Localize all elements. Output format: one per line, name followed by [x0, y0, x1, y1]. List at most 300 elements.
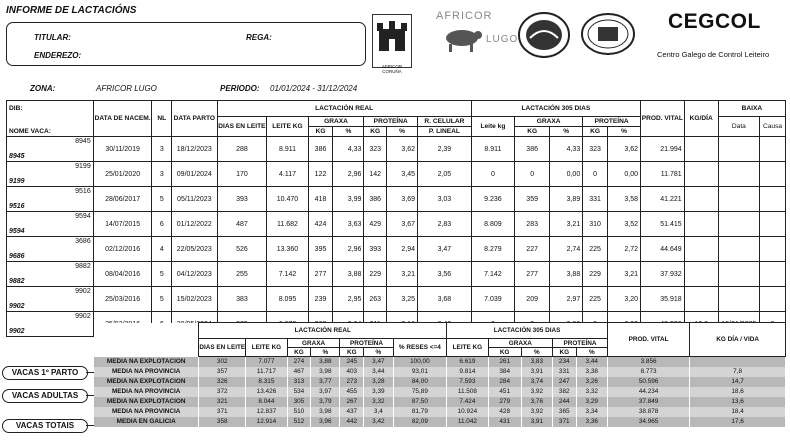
cell-g305kg: 277 [515, 262, 550, 287]
summary-cell-gpct: 3,98 [311, 367, 340, 377]
cell-gkg: 122 [308, 162, 333, 187]
summary-cell-p305pct: 3,38 [576, 367, 607, 377]
summary-rows [94, 357, 786, 427]
summary-cell-gpct: 3,79 [311, 397, 340, 407]
cell-g305pct: 3,88 [550, 262, 583, 287]
cell-pkg: 263 [364, 287, 387, 312]
protein-kg-header: KG [364, 127, 387, 137]
cell-nl: 6 [152, 212, 172, 237]
cell-pkg: 386 [364, 187, 387, 212]
rega-label: REGA: [246, 33, 272, 42]
cell-parto: 01/12/2022 [172, 212, 217, 237]
summary-305-header: LACTACIÓN 305 DIAS [447, 323, 608, 339]
summary-cell-kgdia: 14,7 [690, 377, 786, 387]
summary-cell-vital: 44.234 [608, 387, 690, 397]
cow-id-cell [7, 287, 94, 312]
cell-bcausa [760, 237, 786, 262]
cell-count-header: R. CELULAR [418, 117, 472, 127]
africor-lugo-logo [436, 10, 519, 66]
cell-bcausa [760, 262, 786, 287]
cell-vital: 44.649 [641, 237, 685, 262]
summary-cell-leite: 8.044 [246, 397, 288, 407]
cell-leite: 10.470 [267, 187, 308, 212]
report-title: INFORME DE LACTACIÓNS [6, 5, 137, 16]
cow-id-cell [7, 187, 94, 212]
cell-p305pct: 0,00 [607, 162, 640, 187]
summary-cell-gkg: 313 [287, 377, 310, 387]
cell-leite: 13.360 [267, 237, 308, 262]
calving-date-header: DATA PARTO [172, 101, 217, 137]
summary-row [94, 387, 786, 397]
summary-row [94, 377, 786, 387]
cell-ppct: 3,62 [387, 137, 418, 162]
milk-kg-305-header: Leite kg [471, 117, 514, 137]
summary-cell-gkg: 510 [287, 407, 310, 417]
africor-pontevedra-logo [516, 10, 572, 60]
cell-kgdia [684, 212, 718, 237]
cell-nacem: 08/04/2016 [93, 262, 152, 287]
cell-nl: 5 [152, 287, 172, 312]
lactation-305-header: LACTACIÓN 305 DIAS [471, 101, 640, 117]
cell-l305: 8.279 [471, 237, 514, 262]
cell-kgdia [684, 162, 718, 187]
summary-cell-gpct: 3,77 [311, 377, 340, 387]
cell-ppct: 3,21 [387, 262, 418, 287]
cell-nacem: 28/06/2017 [93, 187, 152, 212]
summary-row [94, 357, 786, 367]
cell-rcel: 2,83 [418, 212, 472, 237]
summary-row [94, 367, 786, 377]
summary-cell-dias: 302 [199, 357, 246, 367]
cell-gkg: 418 [308, 187, 333, 212]
cell-g305kg: 227 [515, 237, 550, 262]
periodo-label: PERIODO: [220, 84, 260, 93]
summary-fat-header: GRAXA [287, 339, 340, 348]
summary-protein305-header: PROTEÍNA [552, 339, 607, 348]
dib-value: 9882 [75, 263, 91, 270]
summary-cell-l305: 10.924 [447, 407, 489, 417]
summary-cell-g305kg: 384 [488, 367, 521, 377]
summary-cell-g305kg: 451 [488, 387, 521, 397]
fat-305-header: GRAXA [515, 117, 583, 127]
periodo-value: 01/01/2024 - 31/12/2024 [270, 84, 358, 93]
cell-bdata [718, 137, 759, 162]
cow-id-cell [7, 212, 94, 237]
cell-vital: 51.415 [641, 212, 685, 237]
cow-row [7, 187, 786, 212]
summary-cell-p305pct: 3,32 [576, 387, 607, 397]
cell-rcel: 3,03 [418, 187, 472, 212]
cell-nacem: 30/11/2019 [93, 137, 152, 162]
cow-name-value: 9882 [9, 278, 25, 285]
cell-pkg: 323 [364, 137, 387, 162]
cow-name-value: 9902 [9, 303, 25, 310]
cell-bdata [718, 162, 759, 187]
summary-days-header: DIAS EN LEITE [199, 339, 246, 357]
cell-rcel: 3,47 [418, 237, 472, 262]
cell-bcausa [760, 187, 786, 212]
cell-parto: 22/05/2023 [172, 237, 217, 262]
summary-cell-l305: 11.508 [447, 387, 489, 397]
summary-row [94, 407, 786, 417]
summary-cell-reses: 100,00 [393, 357, 447, 367]
summary-cell-leite: 7.077 [246, 357, 288, 367]
group-connector [86, 395, 94, 396]
cow-name-value: 9516 [9, 203, 25, 210]
summary-cell-kgdia: 17,6 [690, 417, 786, 427]
summary-cell-pkg: 245 [340, 357, 364, 367]
cow-name-value: 9686 [9, 253, 25, 260]
summary-protein-header: PROTEÍNA [340, 339, 393, 348]
summary-fat-pct-header: % [311, 348, 340, 357]
cell-parto: 04/12/2023 [172, 262, 217, 287]
summary-cell-vital: 50.596 [608, 377, 690, 387]
org-subtitle: Centro Galego de Control Leiteiro [657, 50, 770, 59]
milk-kg-header: LEITE KG [267, 117, 308, 137]
africor-lugo-text-1: AFRICOR [436, 10, 493, 22]
cow-name-value: 9594 [9, 228, 25, 235]
group-connector [86, 425, 94, 426]
summary-cell-l305: 11.042 [447, 417, 489, 427]
cell-g305kg: 0 [515, 162, 550, 187]
summary-cell-p305pct: 3,36 [576, 417, 607, 427]
cow-id-cell [7, 162, 94, 187]
dib-value: 8945 [75, 138, 91, 145]
fat-pct-header: % [333, 127, 364, 137]
summary-cell-g305kg: 279 [488, 397, 521, 407]
summary-cell-g305kg: 431 [488, 417, 521, 427]
africor-coruna-logo [372, 14, 412, 74]
summary-cell-g305kg: 284 [488, 377, 521, 387]
summary-reses-header: % RESES <=4 [393, 339, 447, 357]
summary-cell-gpct: 3,98 [311, 407, 340, 417]
summary-cell-vital: 38.878 [608, 407, 690, 417]
summary-row-label: MEDIA NA EXPLOTACION [94, 377, 199, 387]
summary-cell-pkg: 455 [340, 387, 364, 397]
cell-leite: 8.095 [267, 287, 308, 312]
lactation-table [6, 100, 786, 337]
cell-p305pct: 3,52 [607, 212, 640, 237]
summary-cell-gkg: 305 [287, 397, 310, 407]
summary-cell-leite: 13.426 [246, 387, 288, 397]
fat-kg-header: KG [308, 127, 333, 137]
cell-gpct: 2,95 [333, 287, 364, 312]
cell-dias: 170 [217, 162, 267, 187]
cell-bcausa [760, 212, 786, 237]
cow-name-value: 9199 [9, 178, 25, 185]
cell-l305: 7.039 [471, 287, 514, 312]
summary-cell-g305pct: 3,91 [521, 367, 552, 377]
summary-cell-l305: 7.593 [447, 377, 489, 387]
cell-parto: 18/12/2023 [172, 137, 217, 162]
summary-cell-dias: 372 [199, 387, 246, 397]
summary-cell-reses: 87,50 [393, 397, 447, 407]
summary-milk305-header: LEITE KG [447, 339, 489, 357]
cell-p305kg: 229 [583, 262, 608, 287]
summary-protein305-kg-header: KG [552, 348, 576, 357]
cell-g305pct: 0,00 [550, 162, 583, 187]
cell-bcausa [760, 137, 786, 162]
summary-cell-gkg: 467 [287, 367, 310, 377]
summary-cell-kgdia [690, 357, 786, 367]
africor-lugo-text-2: LUGO [486, 34, 519, 45]
cell-p305pct: 3,58 [607, 187, 640, 212]
cell-vital: 11.781 [641, 162, 685, 187]
cell-kgdia [684, 262, 718, 287]
summary-cell-ppct: 3,42 [364, 417, 394, 427]
cell-bdata [718, 262, 759, 287]
cow-row [7, 237, 786, 262]
africor-coruna-text: AFRICOR CORUÑA [381, 64, 403, 74]
cell-nacem: 02/12/2016 [93, 237, 152, 262]
summary-table [94, 322, 786, 427]
dib-value: 9199 [75, 163, 91, 170]
cell-nl: 5 [152, 262, 172, 287]
summary-milk-header: LEITE KG [246, 339, 288, 357]
protein-305-kg-header: KG [583, 127, 608, 137]
summary-cell-vital: 3.856 [608, 357, 690, 367]
fat-305-kg-header: KG [515, 127, 550, 137]
cell-bcausa [760, 162, 786, 187]
dib-value: 9902 [75, 313, 91, 320]
summary-cell-gkg: 534 [287, 387, 310, 397]
summary-cell-kgdia: 7,8 [690, 367, 786, 377]
summary-cell-dias: 358 [199, 417, 246, 427]
group-total-cows: VACAS TOTAIS [2, 419, 88, 433]
cell-bdata [718, 237, 759, 262]
cow-id-cell [7, 137, 94, 162]
summary-cell-leite: 8.315 [246, 377, 288, 387]
cell-pkg: 142 [364, 162, 387, 187]
summary-cell-pkg: 437 [340, 407, 364, 417]
cell-parto: 09/01/2024 [172, 162, 217, 187]
summary-cell-ppct: 3,39 [364, 387, 394, 397]
summary-protein305-pct-header: % [576, 348, 607, 357]
real-lactation-header: LACTACIÓN REAL [217, 101, 471, 117]
dib-value: 3686 [75, 238, 91, 245]
summary-protein-kg-header: KG [340, 348, 364, 357]
summary-cell-reses: 75,89 [393, 387, 447, 397]
summary-cell-gpct: 3,96 [311, 417, 340, 427]
summary-cell-gpct: 3,88 [311, 357, 340, 367]
summary-cell-p305kg: 234 [552, 357, 576, 367]
summary-cell-l305: 9.814 [447, 367, 489, 377]
cell-dias: 255 [217, 262, 267, 287]
cell-p305pct: 3,21 [607, 262, 640, 287]
dib-value: 9594 [75, 213, 91, 220]
group-adult-cows: VACAS ADULTAS [2, 389, 88, 403]
summary-cell-p305kg: 365 [552, 407, 576, 417]
cow-row [7, 162, 786, 187]
protein-305-header: PROTEÍNA [583, 117, 641, 127]
cell-bdata [718, 187, 759, 212]
cell-pkg: 393 [364, 237, 387, 262]
cell-leite: 8.911 [267, 137, 308, 162]
titular-label: TITULAR: [34, 33, 71, 42]
summary-cell-g305pct: 3,83 [521, 357, 552, 367]
cell-kgdia [684, 237, 718, 262]
cell-parto: 15/02/2023 [172, 287, 217, 312]
summary-cell-leite: 12.837 [246, 407, 288, 417]
summary-cell-leite: 11.717 [246, 367, 288, 377]
lineal-header: P. LINEAL [418, 127, 472, 137]
baixa-date-header: Data [718, 117, 759, 137]
summary-cell-p305pct: 3,34 [576, 407, 607, 417]
summary-cell-vital: 34.965 [608, 417, 690, 427]
cell-vital: 35.918 [641, 287, 685, 312]
cell-gpct: 3,88 [333, 262, 364, 287]
cell-vital: 37.932 [641, 262, 685, 287]
summary-cell-gkg: 512 [287, 417, 310, 427]
summary-cell-g305pct: 3,74 [521, 377, 552, 387]
summary-fat-kg-header: KG [287, 348, 310, 357]
cell-g305pct: 3,89 [550, 187, 583, 212]
cell-pkg: 429 [364, 212, 387, 237]
protein-305-pct-header: % [607, 127, 640, 137]
baixa-header: BAIXA [718, 101, 785, 117]
cell-nl: 3 [152, 137, 172, 162]
summary-cell-l305: 7.424 [447, 397, 489, 407]
summary-cell-p305kg: 371 [552, 417, 576, 427]
cell-gkg: 395 [308, 237, 333, 262]
fat-header: GRAXA [308, 117, 364, 127]
summary-cell-reses: 81,79 [393, 407, 447, 417]
cell-p305pct: 2,72 [607, 237, 640, 262]
cell-nl: 5 [152, 187, 172, 212]
cell-p305pct: 3,62 [607, 137, 640, 162]
summary-cell-g305pct: 3,92 [521, 407, 552, 417]
vital-production-header: PROD. VITAL [641, 101, 685, 137]
cell-kgdia [684, 287, 718, 312]
cell-gkg: 239 [308, 287, 333, 312]
cell-gkg: 277 [308, 262, 333, 287]
summary-cell-p305pct: 3,26 [576, 377, 607, 387]
summary-row-label: MEDIA EN GALICIA [94, 417, 199, 427]
summary-cell-g305kg: 261 [488, 357, 521, 367]
summary-cell-p305kg: 331 [552, 367, 576, 377]
cell-rcel: 3,68 [418, 287, 472, 312]
cell-dias: 383 [217, 287, 267, 312]
summary-vital-header: PROD. VITAL [608, 323, 690, 357]
summary-protein-pct-header: % [364, 348, 394, 357]
summary-cell-leite: 12.914 [246, 417, 288, 427]
cell-p305kg: 310 [583, 212, 608, 237]
cell-p305pct: 3,20 [607, 287, 640, 312]
cow-row [7, 262, 786, 287]
cell-parto: 05/11/2023 [172, 187, 217, 212]
cell-kgdia [684, 137, 718, 162]
group-first-calving: VACAS 1º PARTO [2, 366, 88, 380]
summary-cell-p305kg: 382 [552, 387, 576, 397]
summary-cell-pkg: 273 [340, 377, 364, 387]
cell-bcausa [760, 287, 786, 312]
globe-emblem-icon [516, 10, 572, 60]
cell-ppct: 3,25 [387, 287, 418, 312]
enderezo-label: ENDEREZO: [34, 51, 82, 60]
summary-cell-gpct: 3,97 [311, 387, 340, 397]
summary-cell-kgdia: 18,4 [690, 407, 786, 417]
cell-nacem: 14/07/2015 [93, 212, 152, 237]
group-connector [86, 372, 94, 373]
cell-leite: 4.117 [267, 162, 308, 187]
cell-dias: 288 [217, 137, 267, 162]
summary-kgday-header: KG DÍA / VIDA [690, 323, 786, 357]
cow-row [7, 212, 786, 237]
summary-cell-pkg: 403 [340, 367, 364, 377]
cell-ppct: 3,45 [387, 162, 418, 187]
summary-cell-vital: 8.773 [608, 367, 690, 377]
cell-gpct: 2,96 [333, 237, 364, 262]
summary-fat305-kg-header: KG [488, 348, 521, 357]
cell-bdata [718, 212, 759, 237]
cell-g305kg: 359 [515, 187, 550, 212]
cell-leite: 7.142 [267, 262, 308, 287]
summary-row-label: MEDIA NA PROVINCIA [94, 407, 199, 417]
summary-cell-ppct: 3,28 [364, 377, 394, 387]
cell-l305: 8.809 [471, 212, 514, 237]
cow-id-cell [7, 262, 94, 287]
cell-rcel: 2,05 [418, 162, 472, 187]
cell-g305pct: 2,97 [550, 287, 583, 312]
summary-cell-dias: 326 [199, 377, 246, 387]
cell-gkg: 386 [308, 137, 333, 162]
zona-label: ZONA: [30, 84, 56, 93]
summary-cell-ppct: 3,47 [364, 357, 394, 367]
seal-logo [580, 12, 636, 56]
cell-rcel: 2,39 [418, 137, 472, 162]
dib-header: DIB: [7, 101, 94, 117]
summary-cell-dias: 321 [199, 397, 246, 407]
summary-cell-ppct: 3,4 [364, 407, 394, 417]
summary-cell-p305pct: 3,29 [576, 397, 607, 407]
cell-gpct: 3,63 [333, 212, 364, 237]
cell-gpct: 2,96 [333, 162, 364, 187]
dib-value: 9902 [75, 288, 91, 295]
summary-row-label: MEDIA NA EXPLOTACION [94, 397, 199, 407]
dib-value: 9516 [75, 188, 91, 195]
cell-ppct: 3,67 [387, 212, 418, 237]
cow-rows [7, 137, 786, 337]
cell-p305kg: 225 [583, 287, 608, 312]
fat-305-pct-header: % [550, 127, 583, 137]
summary-row-label: MEDIA NA PROVINCIA [94, 367, 199, 377]
cell-nl: 3 [152, 162, 172, 187]
cell-dias: 393 [217, 187, 267, 212]
cell-p305kg: 331 [583, 187, 608, 212]
summary-cell-reses: 93,01 [393, 367, 447, 377]
seal-icon [580, 12, 636, 56]
cell-g305pct: 4,33 [550, 137, 583, 162]
summary-cell-kgdia: 18,6 [690, 387, 786, 397]
cell-leite: 11.682 [267, 212, 308, 237]
cell-g305kg: 386 [515, 137, 550, 162]
cow-row [7, 137, 786, 162]
cell-nacem: 25/01/2020 [93, 162, 152, 187]
nl-header: NL [152, 101, 172, 137]
protein-pct-header: % [387, 127, 418, 137]
cow-id-cell [7, 237, 94, 262]
cell-ppct: 2,94 [387, 237, 418, 262]
summary-cell-kgdia: 13,6 [690, 397, 786, 407]
cow-name-value: 8945 [9, 153, 25, 160]
summary-cell-g305pct: 3,92 [521, 387, 552, 397]
summary-fat305-pct-header: % [521, 348, 552, 357]
summary-cell-pkg: 442 [340, 417, 364, 427]
cell-nl: 4 [152, 237, 172, 262]
cell-gpct: 4,33 [333, 137, 364, 162]
cell-rcel: 3,56 [418, 262, 472, 287]
summary-cell-reses: 84,00 [393, 377, 447, 387]
